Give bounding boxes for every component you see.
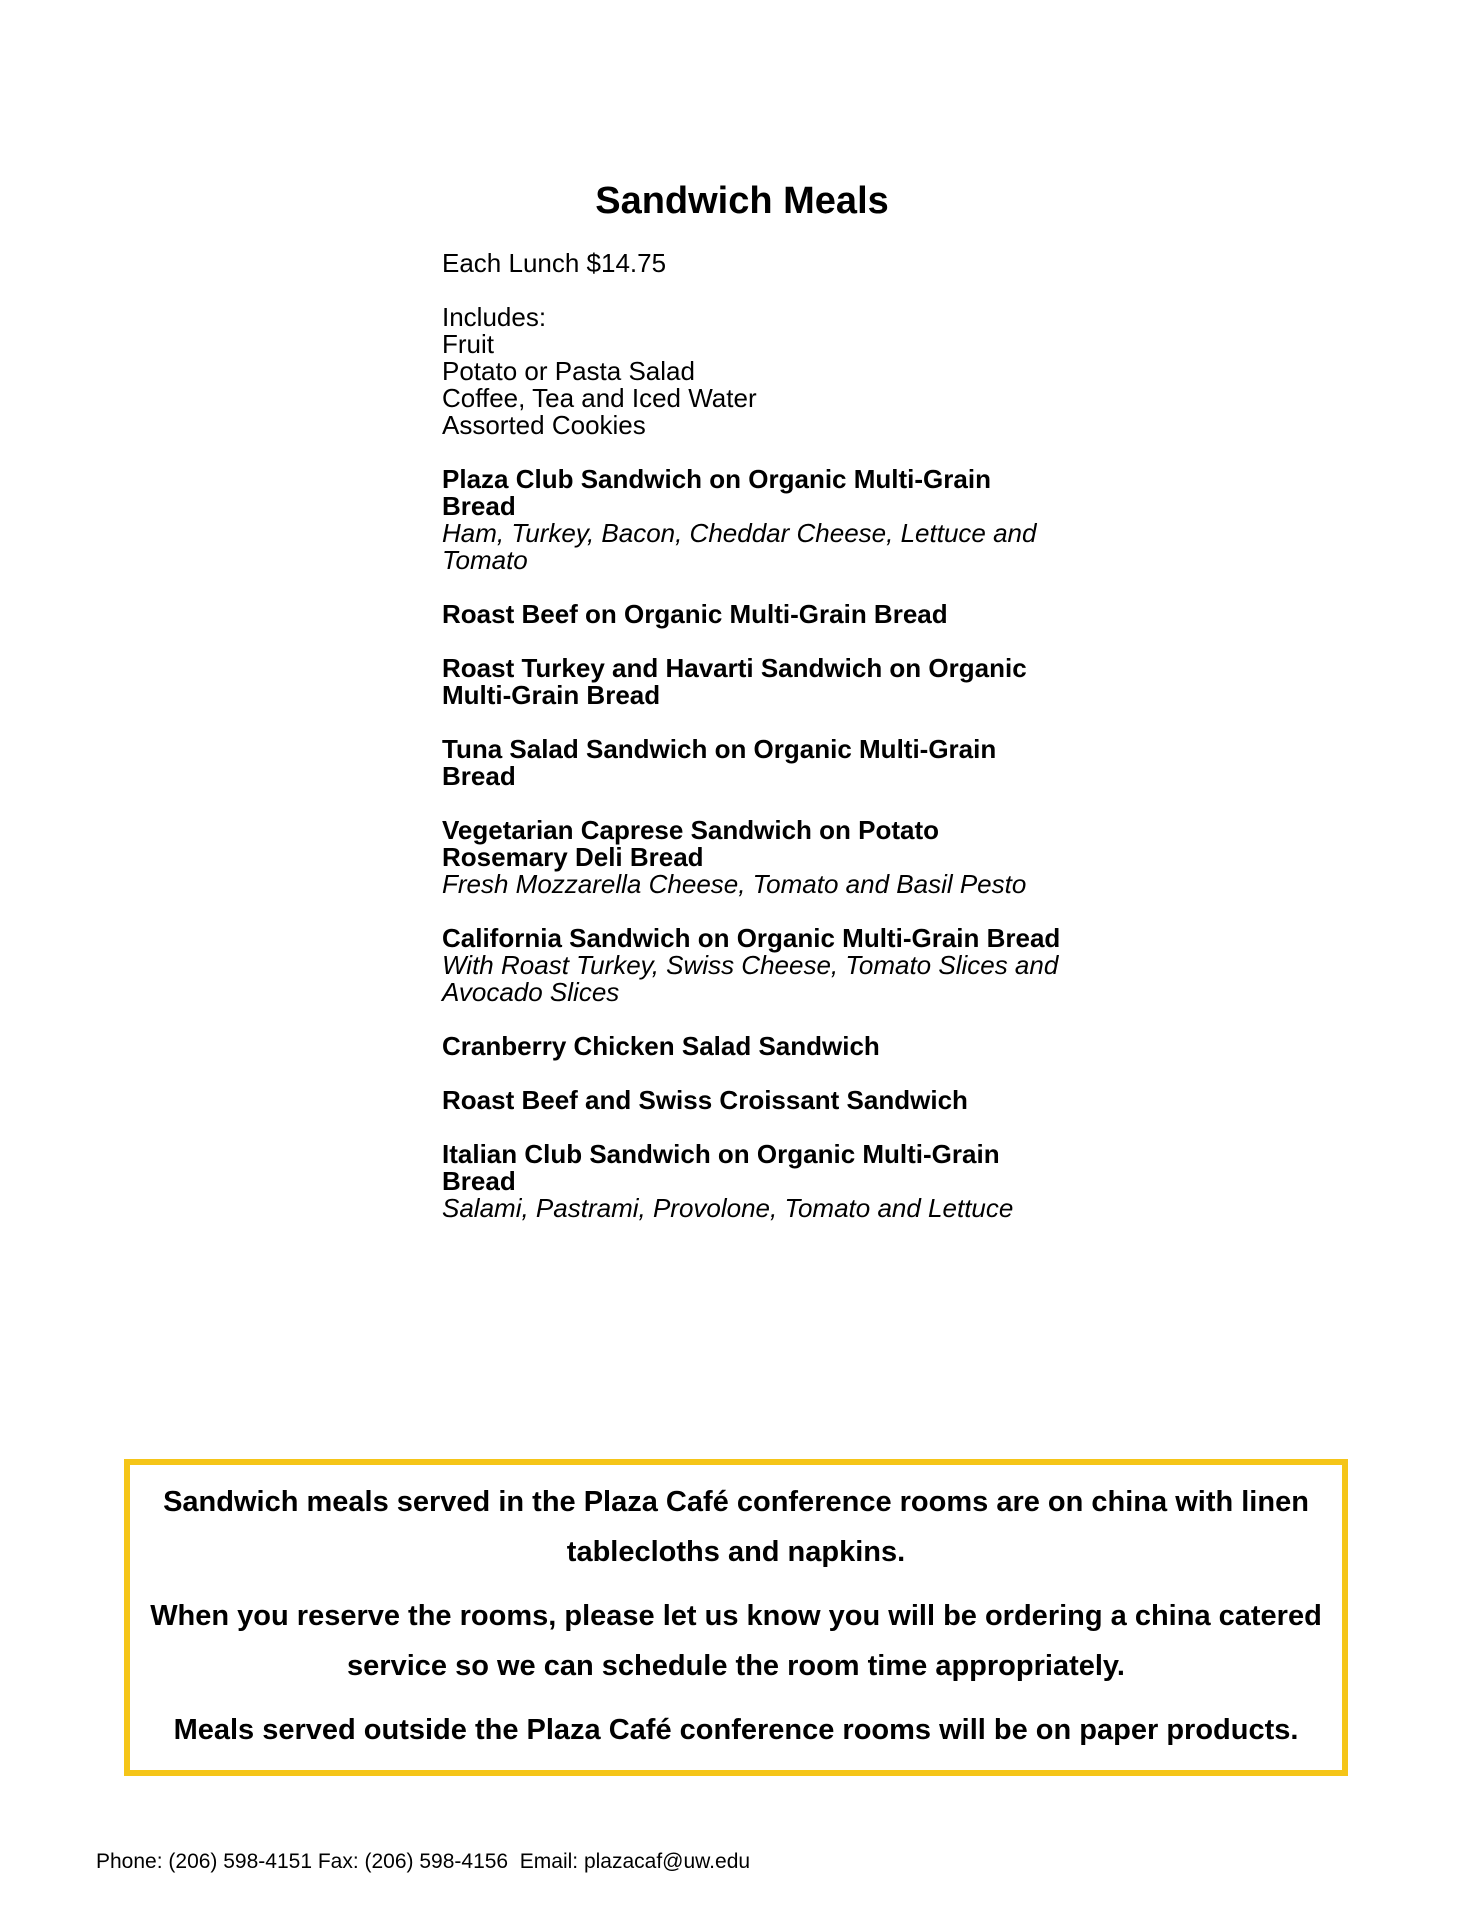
price-line: Each Lunch $14.75 [442, 248, 667, 278]
sandwich-name: California Sandwich on Organic Multi-Grain Bread [442, 923, 1061, 953]
includes-item: Potato or Pasta Salad [442, 356, 695, 386]
sandwich-item [442, 466, 1062, 574]
sandwich-name: Vegetarian Caprese Sandwich on Potato Rosemary Deli Bread [442, 815, 940, 872]
sandwich-item [442, 817, 1062, 898]
sandwich-description: Ham, Turkey, Bacon, Cheddar Cheese, Lettuce and Tomato [442, 518, 1037, 575]
includes-item: Coffee, Tea and Iced Water [442, 383, 757, 413]
sandwich-item [442, 1033, 1062, 1060]
includes-item: Assorted Cookies [442, 410, 646, 440]
contact-footer: Phone: (206) 598-4151 Fax: (206) 598-4156 Email: plazacaf@uw.edu [96, 1850, 751, 1873]
sandwich-item [442, 736, 1062, 790]
sandwich-name: Roast Beef and Swiss Croissant Sandwich [442, 1085, 968, 1115]
sandwich-name: Italian Club Sandwich on Organic Multi-Grain Bread [442, 1139, 1000, 1196]
sandwich-name: Roast Beef on Organic Multi-Grain Bread [442, 599, 948, 629]
notice-paragraph: Meals served outside the Plaza Café conference rooms will be on paper products. [173, 1714, 1299, 1746]
sandwich-description: Fresh Mozzarella Cheese, Tomato and Basil Pesto [442, 869, 1027, 899]
menu-section [442, 250, 1062, 1249]
sandwich-item [442, 1087, 1062, 1114]
page-title: Sandwich Meals [595, 180, 889, 222]
includes-list [442, 304, 1062, 439]
notice-box [124, 1459, 1348, 1776]
notice-paragraph: When you reserve the rooms, please let us know you will be ordering a china catered service so we can schedule the room time appropriately. [150, 1600, 1322, 1682]
sandwich-item [442, 655, 1062, 709]
sandwich-item [442, 601, 1062, 628]
sandwich-name: Cranberry Chicken Salad Sandwich [442, 1031, 880, 1061]
notice-paragraph: Sandwich meals served in the Plaza Café conference rooms are on china with linen tablecloths and napkins. [163, 1486, 1309, 1568]
includes-item: Fruit [442, 329, 494, 359]
sandwich-item [442, 925, 1062, 1006]
sandwich-name: Plaza Club Sandwich on Organic Multi-Grain Bread [442, 464, 991, 521]
sandwich-description: Salami, Pastrami, Provolone, Tomato and Lettuce [442, 1193, 1014, 1223]
sandwich-item [442, 1141, 1062, 1222]
sandwich-name: Tuna Salad Sandwich on Organic Multi-Grain Bread [442, 734, 997, 791]
includes-label: Includes: [442, 302, 547, 332]
sandwich-description: With Roast Turkey, Swiss Cheese, Tomato Slices and Avocado Slices [442, 950, 1059, 1007]
sandwich-name: Roast Turkey and Havarti Sandwich on Organic Multi-Grain Bread [442, 653, 1027, 710]
